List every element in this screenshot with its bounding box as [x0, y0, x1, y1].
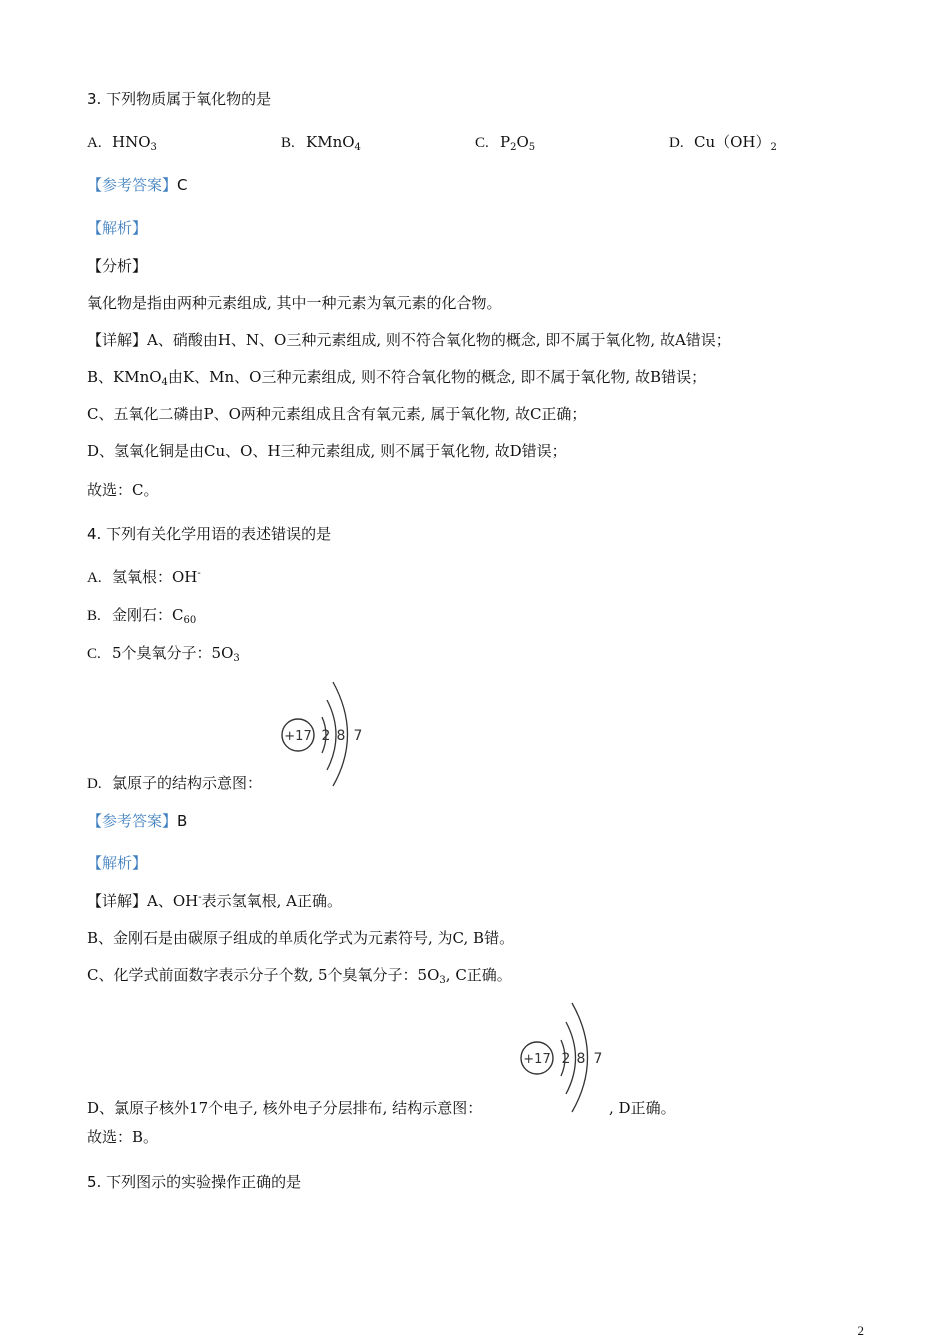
q3-detail-b: B、KMnO$_4$由K、Mn、O三种元素组成, 则不符合氧化物的概念, 即不属于氧化物, 故B错误； [87, 368, 707, 388]
q3-detail-d: D、氢氧化铜是由Cu、O、H三种元素组成, 则不属于氧化物, 故D错误； [87, 442, 567, 460]
nucleus-label: +17 [523, 1052, 551, 1067]
shell-1-count: 2 [321, 728, 331, 744]
q4-stem: 4. 下列有关化学用语的表述错误的是 [87, 525, 332, 543]
q4-option-c[interactable]: C. 5个臭氧分子：$5O_3$ [87, 644, 240, 664]
shell-3-count: 7 [353, 728, 363, 744]
q4-detail-b: B、金刚石是由碳原子组成的单质化学式为元素符号, 为C, B错。 [87, 929, 515, 947]
q3-detail-a: 【详解】A、硝酸由H、N、O三种元素组成, 则不符合氧化物的概念, 即不属于氧化物, 故A错误； [87, 331, 731, 349]
q3-analysis-label: 【解析】 [87, 219, 148, 237]
answer-value: C [177, 176, 188, 194]
q4-detail-d-pre: D、氯原子核外17个电子, 核外电子分层排布, 结构示意图： [87, 1099, 483, 1117]
q3-conclusion: 故选：C。 [87, 481, 159, 499]
answer-value: B [177, 812, 188, 830]
chlorine-atom-diagram-explanation [515, 1000, 610, 1115]
q4-analysis-label: 【解析】 [87, 854, 148, 872]
shell-2-count: 8 [336, 728, 346, 744]
shell-1-count: 2 [561, 1051, 571, 1067]
q4-conclusion: 故选：B。 [87, 1128, 159, 1146]
page-number: 2 [857, 1323, 864, 1338]
q4-option-a[interactable]: A. 氢氧根：OH- [87, 568, 201, 586]
chlorine-atom-diagram [278, 678, 368, 788]
q4-detail-d-post: , D正确。 [609, 1099, 676, 1117]
q4-option-d[interactable]: D. 氯原子的结构示意图： [87, 774, 263, 792]
q5-stem: 5. 下列图示的实验操作正确的是 [87, 1173, 302, 1191]
answer-label: 【参考答案】 [87, 176, 178, 194]
answer-label: 【参考答案】 [87, 812, 178, 830]
q4-option-b[interactable]: B. 金刚石：$C_{60}$ [87, 606, 197, 626]
q3-answer [87, 174, 188, 196]
q3-fenxi-label: 【分析】 [87, 257, 148, 275]
shell-3-count: 7 [593, 1051, 603, 1067]
q3-detail-c: C、五氧化二磷由P、O两种元素组成且含有氧元素, 属于氧化物, 故C正确； [87, 405, 587, 423]
nucleus-label: +17 [284, 729, 312, 744]
q3-option-b[interactable]: B. KMnO$_4$ [281, 133, 361, 153]
q4-detail-c: C、化学式前面数字表示分子个数, 5个臭氧分子：$5O_3$, C正确。 [87, 966, 512, 986]
q4-answer [87, 810, 187, 832]
shell-2-count: 8 [576, 1051, 586, 1067]
q3-fenxi-text: 氧化物是指由两种元素组成, 其中一种元素为氧元素的化合物。 [87, 294, 502, 312]
q3-option-d[interactable]: D. $Cu(OH)_2$ [669, 133, 777, 153]
q4-detail-a: 【详解】A、OH-表示氢氧根, A正确。 [87, 892, 342, 910]
q3-option-c[interactable]: C. $P_2O_5$ [475, 133, 536, 153]
q3-option-a[interactable]: A. $HNO_3$ [87, 133, 157, 153]
q3-stem: 3. 下列物质属于氧化物的是 [87, 90, 272, 108]
